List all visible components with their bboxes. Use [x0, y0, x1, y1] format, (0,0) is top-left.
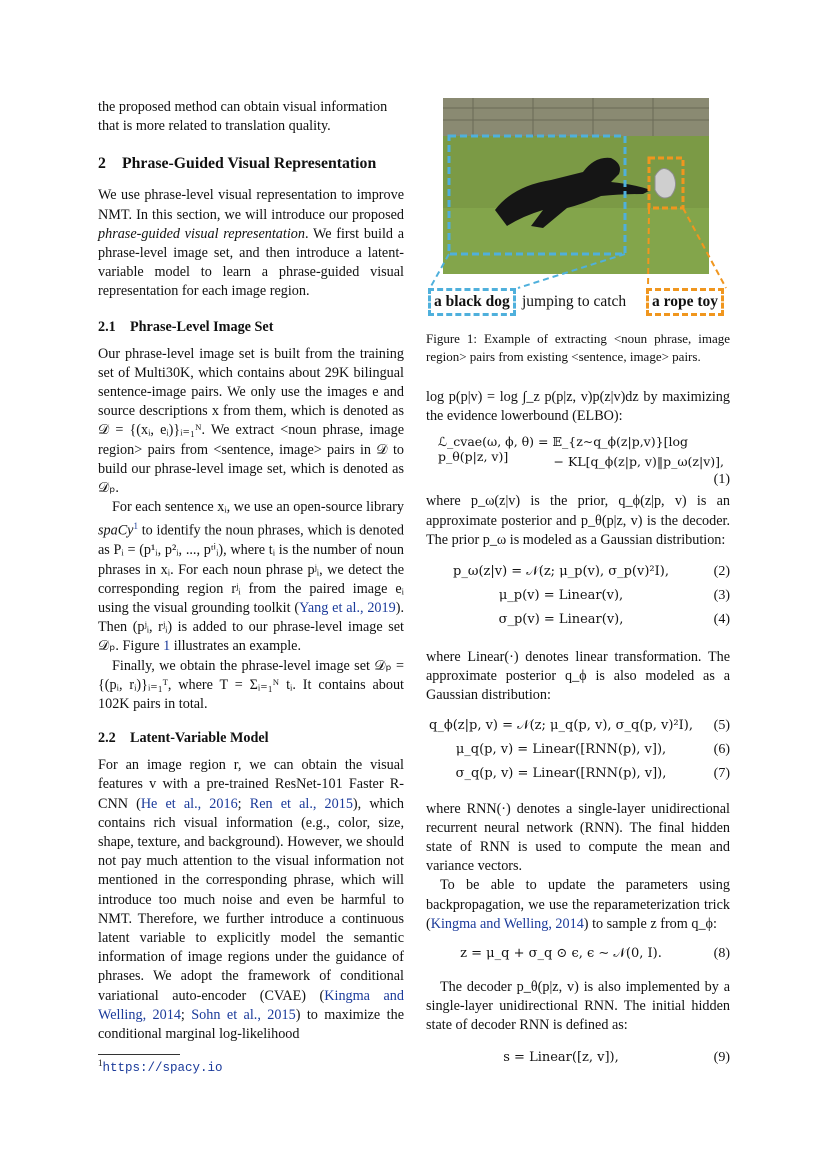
subsection-2-2-heading: [98, 729, 404, 748]
text-span: ), which contains rich visual information (e.g., color, size, shape, texture, and background). However, we should not pay much attention to the visual information not mentioned in the corresponding phrase, which will introduce too much noise and even be harmful to NMT. Therefore, we further introduce a continuous latent variable to explicitly model the semantic information of image regions under the guidance of phrases. We adopt the framework of conditional variational auto-encoder (CVAE) (: [98, 795, 404, 1004]
equation-1-line1: ℒ_cvae(ω, ϕ, θ) = 𝔼_{z∼q_ϕ(z|p,v)}[log p_θ(p|z, v)]: [438, 434, 688, 465]
equation-body: z = μ_q + σ_q ⊙ ϵ, ϵ ∼ 𝒩(0, I).: [460, 946, 662, 962]
paragraph-reparam: [426, 876, 730, 934]
dog-photo: [443, 98, 709, 274]
phrase-row: [426, 288, 730, 314]
emphasis-text: phrase-guided visual representation: [98, 225, 305, 242]
footnote-mark: 1: [98, 1058, 103, 1068]
equations-5-7: [426, 716, 730, 788]
footnote-ref[interactable]: 1: [133, 521, 138, 532]
subsection-title: Latent-Variable Model: [130, 730, 269, 747]
subsection-2-1-heading: [98, 318, 404, 337]
citation-link[interactable]: Kingma and Welling, 2014: [98, 987, 404, 1023]
citation-link[interactable]: Yang et al., 2019: [299, 600, 396, 616]
text-span: ). Then (pʲᵢ, rʲᵢ) is added to our phrase-level image set 𝒟ₚ. Figure: [98, 600, 404, 655]
equation-5: [426, 716, 730, 740]
text-span: We use phrase-level visual representation to improve NMT. In this section, we will introduce our proposed: [98, 187, 404, 223]
equation-number: (9): [713, 1049, 730, 1065]
equations-2-4: [426, 562, 730, 634]
equation-1-line2: − KL[q_ϕ(z|p, v)‖p_ω(z|v)],: [553, 454, 724, 470]
paragraph-prior: where p_ω(z|v) is the prior, q_ϕ(z|p, v) is an approximate posterior and p_θ(p|z, v) is the decoder. The prior p_ω is modeled as a Gaussian distribution:: [426, 493, 730, 548]
section-number: 2: [98, 155, 106, 173]
paragraph-linear: where Linear(·) denotes linear transformation. The approximate posterior q_ϕ is also modeled as a Gaussian distribution:: [426, 649, 730, 704]
equation-4: [426, 610, 730, 634]
equation-number: (3): [713, 588, 730, 604]
equation-number: (5): [713, 717, 730, 733]
equation-8: [426, 944, 730, 968]
equation-number: (1): [713, 472, 730, 488]
intro-paragraph: the proposed method can obtain visual information that is more related to translation quality.: [98, 99, 388, 135]
spacy-name: spaCy: [98, 523, 134, 540]
section-2-paragraph: [98, 186, 404, 301]
equation-body: σ_q(p, v) = Linear([RNN(p), v]),: [455, 765, 667, 781]
equation-body: μ_p(v) = Linear(v),: [498, 588, 624, 604]
equation-2: [426, 562, 730, 586]
subsection-number: 2.1: [98, 318, 116, 335]
equation-body: σ_p(v) = Linear(v),: [498, 612, 624, 628]
subsection-number: 2.2: [98, 730, 116, 747]
equation-6: [426, 740, 730, 764]
figure-ref-link[interactable]: 1: [163, 638, 171, 655]
footnote: [98, 1058, 223, 1075]
footnote-url-link[interactable]: https://spacy.io: [102, 1061, 223, 1075]
citation-link[interactable]: Ren et al., 2015: [249, 795, 353, 812]
paragraph-image-set: Our phrase-level image set is built from the training set of Multi30K, which contains about 29K bilingual sentence-image pairs. We only use the images e and source descriptions x from them, which is denoted as 𝒟 = {(xᵢ, eᵢ)}ᵢ₌₁ᴺ. We extract <noun phrase, image region> pairs from <sentence, image> pairs in 𝒟 to build our phrase-level image set, which is denoted as 𝒟ₚ.: [98, 345, 404, 497]
left-column: [98, 98, 404, 1044]
footnote-divider: [98, 1054, 180, 1055]
phrase-middle: jumping to catch: [522, 293, 627, 310]
text-span: ;: [237, 795, 250, 812]
right-column: [426, 98, 730, 1072]
citation-link[interactable]: Sohn et al., 2015: [191, 1006, 296, 1023]
figure-caption: Figure 1: Example of extracting <noun phrase, image region> pairs from existing <sentence, image> pairs.: [426, 331, 730, 364]
equation-7: [426, 764, 730, 788]
phrase-box-dog: a black dog: [428, 288, 516, 316]
equation-9: [426, 1048, 730, 1072]
equation-number: (7): [713, 765, 730, 781]
paragraph-decoder: The decoder p_θ(p|z, v) is also implemented by a single-layer unidirectional RNN. The initial hidden state of decoder RNN is defined as:: [426, 979, 730, 1034]
text-span: . We first build a phrase-level image set, and then introduce a latent-variable model to learn a phrase-guided visual representation for each image region.: [98, 225, 404, 300]
equation-body: q_ϕ(z|p, v) = 𝒩(z; μ_q(p, v), σ_q(p, v)²I),: [429, 717, 693, 733]
paragraph-spacy: [98, 498, 404, 656]
citation-link[interactable]: He et al., 2016: [140, 795, 238, 812]
equation-3: [426, 586, 730, 610]
equation-number: (8): [713, 946, 730, 962]
equation-number: (2): [713, 564, 730, 580]
equation-body: μ_q(p, v) = Linear([RNN(p), v]),: [455, 741, 667, 757]
section-2-heading: [98, 154, 404, 174]
text-span: For an image region r, we can obtain the visual features v with a pre-trained ResNet-101 Faster R-CNN (: [98, 757, 404, 812]
citation-link[interactable]: Kingma and Welling, 2014: [430, 915, 584, 932]
text-span: to identify the noun phrases, which is denoted as Pᵢ = (p¹ᵢ, p²ᵢ, ..., pᵗⁱᵢ), where tᵢ is the number of noun phrases in xᵢ. For each noun phrase pʲᵢ, we detect the corresponding region rʲᵢ from the paired image eᵢ using the visual grounding toolkit (: [98, 523, 404, 616]
text-span: illustrates an example.: [170, 638, 301, 655]
text-span: ;: [180, 1006, 192, 1023]
figure-1: [426, 98, 730, 318]
phrase-box-toy: a rope toy: [646, 288, 724, 316]
equation-number: (6): [713, 741, 730, 757]
text-span: ) to sample z from q_ϕ:: [583, 915, 717, 932]
equation-1: [426, 434, 730, 486]
text-span: ) to maximize the conditional marginal log-likelihood: [98, 1006, 404, 1043]
equation-number: (4): [713, 612, 730, 628]
equation-body: p_ω(z|v) = 𝒩(z; μ_p(v), σ_p(v)²I),: [453, 564, 669, 580]
equation-body: s = Linear([z, v]),: [503, 1049, 619, 1065]
photo-illustration: [443, 98, 709, 274]
paragraph-rnn: where RNN(·) denotes a single-layer unidirectional recurrent neural network (RNN). The final hidden state of RNN is used to compute the mean and variance vectors.: [426, 800, 730, 875]
text-span: For each sentence xᵢ, we use an open-source library: [112, 499, 404, 516]
subsection-title: Phrase-Level Image Set: [130, 318, 274, 335]
paragraph-latent-model: [98, 756, 404, 1044]
paragraph-elbo: log p(p|v) = log ∫_z p(p|z, v)p(z|v)dz by maximizing the evidence lowerbound (ELBO):: [426, 389, 730, 425]
section-title: Phrase-Guided Visual Representation: [122, 155, 377, 173]
text-span: To be able to update the parameters using backpropagation, we use the reparameterization trick (: [426, 877, 730, 932]
paragraph-final-set: Finally, we obtain the phrase-level image set 𝒟ₚ = {(pᵢ, rᵢ)}ᵢ₌₁ᵀ, where T = Σᵢ₌₁ᴺ tᵢ. It contains about 102K pairs in total.: [98, 657, 404, 713]
